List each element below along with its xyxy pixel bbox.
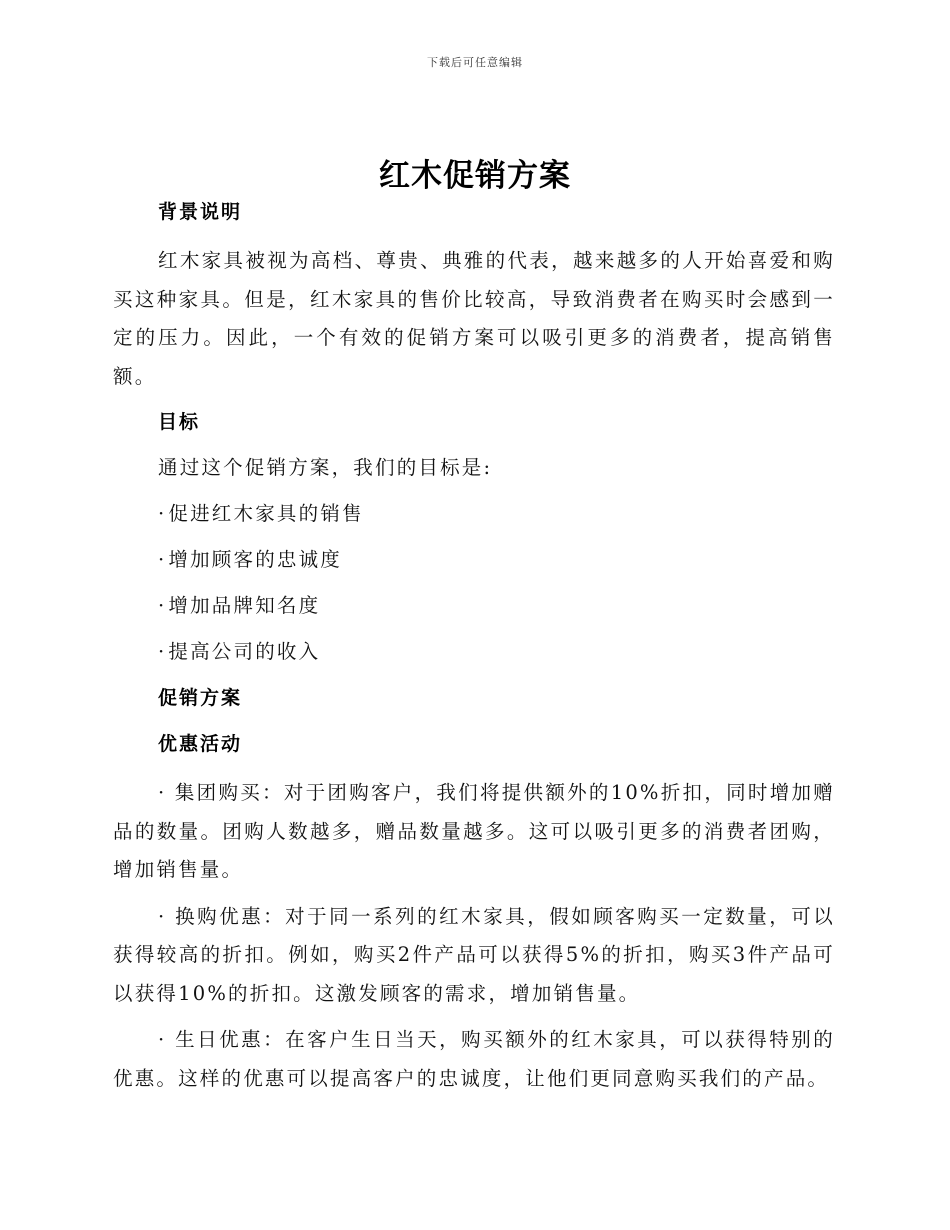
offer-paragraph: · 集团购买：对于团购客户，我们将提供额外的10%折扣，同时增加赠品的数量。团购人数越多，赠品数量越多。这可以吸引更多的消费者团购，增加销售量。 bbox=[113, 781, 835, 881]
goals-intro: 通过这个促销方案，我们的目标是: bbox=[158, 456, 493, 479]
goal-item bbox=[113, 498, 835, 530]
offer-paragraph: · 换购优惠：对于同一系列的红木家具，假如顾客购买一定数量，可以获得较高的折扣。例如，购买2件产品可以获得5%的折扣，购买3件产品可以获得10%的折扣。这激发顾客的需求，增加销售量。 bbox=[113, 904, 835, 1005]
offer-paragraph: · 生日优惠：在客户生日当天，购买额外的红木家具，可以获得特别的优惠。这样的优惠可以提高客户的忠诚度，让他们更同意购买我们的产品。 bbox=[113, 1028, 835, 1090]
section-heading-goals: 目标 bbox=[158, 411, 201, 433]
background-paragraph: 红木家具被视为高档、尊贵、典雅的代表，越来越多的人开始喜爱和购买这种家具。但是，红木家具的售价比较高，导致消费者在购买时会感到一定的压力。因此，一个有效的促销方案可以吸引更多的消费者，提高销售额。 bbox=[113, 249, 835, 388]
goal-item bbox=[113, 636, 835, 668]
bullet-mark: · bbox=[158, 548, 167, 571]
goal-item bbox=[113, 544, 835, 576]
document-title: 红木促销方案 bbox=[379, 158, 571, 194]
goal-item-text: 提高公司的收入 bbox=[168, 640, 321, 663]
bullet-mark: · bbox=[158, 640, 167, 663]
goal-item-text: 增加品牌知名度 bbox=[168, 594, 321, 617]
section-heading-plan: 促销方案 bbox=[158, 687, 243, 709]
goal-item-text: 增加顾客的忠诚度 bbox=[168, 548, 343, 571]
goal-item-text: 促进红木家具的销售 bbox=[168, 502, 364, 525]
section-heading-offers: 优惠活动 bbox=[158, 733, 243, 755]
page-header-note: 下载后可任意编辑 bbox=[427, 56, 523, 69]
document-body bbox=[113, 196, 835, 1106]
goal-item bbox=[113, 590, 835, 622]
bullet-mark: · bbox=[158, 502, 167, 525]
section-heading-background: 背景说明 bbox=[158, 201, 243, 223]
bullet-mark: · bbox=[158, 594, 167, 617]
